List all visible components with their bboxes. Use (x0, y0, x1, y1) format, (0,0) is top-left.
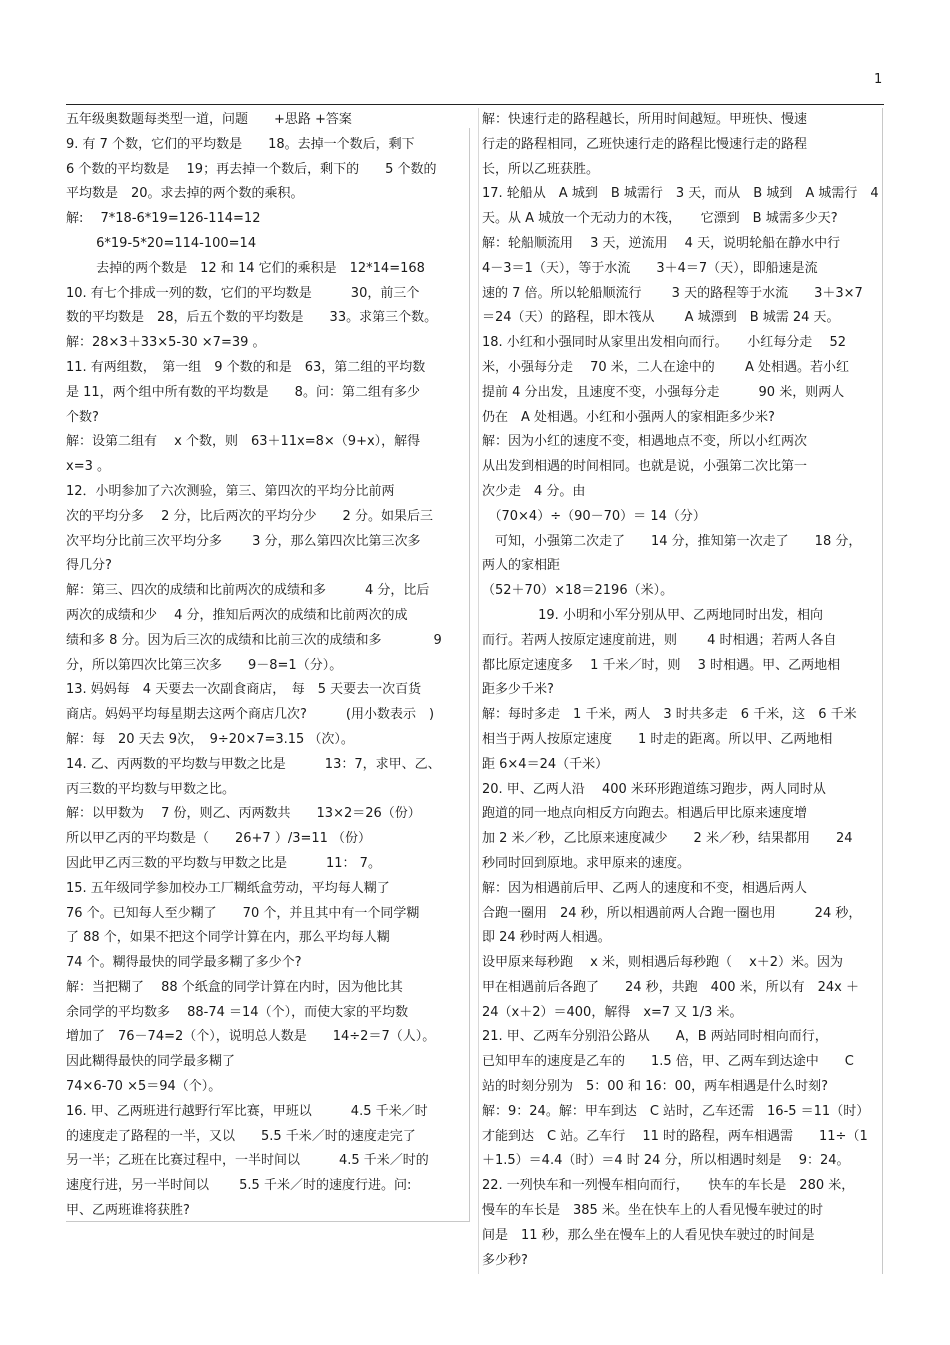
text-line: 合跑一圈用 24 秒，所以相遇前两人合跑一圈也用 24 秒， (482, 905, 862, 921)
text-line: 平均数是 20。求去掉的两个数的乘积。 (66, 186, 304, 202)
right-box-border (882, 108, 883, 1274)
text-line: 因此甲乙丙三数的平均数与甲数之比是 11： 7。 (66, 855, 381, 871)
text-line: 解：轮船顺流用 3 天，逆流用 4 天，说明轮船在静水中行 (482, 235, 841, 251)
text-line: 13. 妈妈每 4 天要去一次副食商店， 每 5 天要去一次百货 (66, 682, 422, 698)
text-line: （70×4）÷（90－70）＝ 14（分） (482, 508, 706, 524)
text-line: 五年级奥数题每类型一道，问题 +思路 +答案 (66, 112, 352, 127)
text-line: 次的平均分多 2 分，比后两次的平均分少 2 分。如果后三 (66, 508, 433, 524)
page-number: 1 (874, 72, 883, 87)
text-line: 速度行进，另一半时间以 5.5 千米／时的速度行进。问: (66, 1178, 412, 1194)
text-line: 6 个数的平均数是 19；再去掉一个数后，剩下的 5 个数的 (66, 161, 437, 177)
text-line: 甲在相遇前后各跑了 24 秒，共跑 400 米，所以有 24x ＋ (482, 979, 859, 995)
text-line: 仍在 A 处相遇。小红和小强两人的家相距多少米? (482, 409, 775, 425)
text-line: 慢车的车长是 385 米。坐在快车上的人看见慢车驶过的时 (482, 1203, 823, 1219)
column-divider (478, 108, 479, 1274)
text-line: 即 24 秒时两人相遇。 (482, 930, 611, 946)
text-line: 解：因为小红的速度不变，相遇地点不变，所以小红两次 (482, 434, 808, 450)
text-line: 从出发到相遇的时间相同。也就是说，小强第二次比第一 (482, 459, 808, 475)
text-line: 12．小明参加了六次测验，第三、第四次的平均分比前两 (66, 483, 395, 499)
text-line: 解：以甲数为 7 份，则乙、丙两数共 13×2＝26（份） (66, 806, 421, 822)
text-line: 74 个。糊得最快的同学最多糊了多少个? (66, 955, 302, 971)
text-line: 解：每时多走 1 千米，两人 3 时共多走 6 千米，这 6 千米 (482, 707, 857, 723)
text-line: 丙三数的平均数与甲数之比。 (66, 781, 236, 797)
text-line: 间是 11 秒，那么坐在慢车上的人看见快车驶过的时间是 (482, 1227, 815, 1243)
text-line: 16. 甲、乙两班进行越野行军比赛，甲班以 4.5 千米／时 (66, 1103, 428, 1119)
right-column (482, 108, 882, 1273)
text-line: 的速度走了路程的一半，又以 5.5 千米／时的速度走完了 (66, 1128, 416, 1144)
text-line: 20. 甲、乙两人沿 400 米环形跑道练习跑步，两人同时从 (482, 781, 826, 797)
text-line: 14. 乙、丙两数的平均数与甲数之比是 13：7，求甲、乙、 (66, 756, 441, 772)
text-line: 所以甲乙丙的平均数是（ 26+7 ）/3=11 （份） (66, 831, 372, 847)
text-line: 距 6×4＝24（千米） (482, 756, 609, 772)
text-line: 站的时刻分别为 5：00 和 16：00，两车相遇是什么时刻? (482, 1079, 829, 1095)
text-line: 10. 有七个排成一列的数，它们的平均数是 30，前三个 (66, 285, 420, 301)
text-line: 解：每 20 天去 9次， 9÷20×7=3.15 （次）。 (66, 731, 354, 747)
text-line: 22. 一列快车和一列慢车相向而行， 快车的车长是 280 米， (482, 1178, 855, 1194)
text-line: 76 个。已知每人至少糊了 70 个，并且其中有一个同学糊 (66, 905, 420, 921)
text-line: 秒同时回到原地。求甲原来的速度。 (482, 855, 691, 871)
text-line: 距多少千米? (482, 682, 554, 698)
text-line: 6*19-5*20=114-100=14 (66, 235, 257, 251)
text-line: 24（x＋2）＝400，解得 x=7 又 1/3 米。 (482, 1004, 743, 1020)
text-line: 解：当把糊了 88 个纸盒的同学计算在内时，因为他比其 (66, 979, 403, 995)
text-line: x=3 。 (66, 459, 110, 475)
text-line: 17. 轮船从 A 城到 B 城需行 3 天，而从 B 城到 A 城需行 4 (482, 186, 879, 202)
text-line: 15. 五年级同学参加校办工厂糊纸盒劳动，平均每人糊了 (66, 880, 390, 896)
text-line: 解：设第二组有 x 个数，则 63＋11x=8×（9+x），解得 (66, 434, 421, 450)
text-line: 因此糊得最快的同学最多糊了 (66, 1054, 236, 1070)
text-line: 商店。妈妈平均每星期去这两个商店几次? (用小数表示 ) (66, 707, 435, 723)
left-column (66, 108, 470, 1224)
text-line: ＋1.5）＝4.4（时）＝4 时 24 分，所以相遇时刻是 9：24。 (482, 1153, 850, 1169)
text-line: 两次的成绩和少 4 分，推知后两次的成绩和比前两次的成 (66, 607, 408, 623)
text-line: 去掉的两个数是 12 和 14 它们的乘积是 12*14=168 (66, 260, 425, 276)
text-line: 解：快速行走的路程越长，所用时间越短。甲班快、慢速 (482, 112, 808, 127)
text-line: 19. 小明和小军分别从甲、乙两地同时出发，相向 (482, 607, 823, 623)
text-line: 而行。若两人按原定速度前进，则 4 时相遇；若两人各自 (482, 632, 837, 648)
text-line: 21. 甲、乙两车分别沿公路从 A，B 两站同时相向而行， (482, 1029, 828, 1045)
text-line: 可知，小强第二次走了 14 分，推知第一次走了 18 分， (482, 533, 862, 549)
text-line: ＝24（天）的路程，即木筏从 A 城漂到 B 城需 24 天。 (482, 310, 840, 326)
text-line: 甲、乙两班谁将获胜? (66, 1203, 190, 1219)
text-line: 两人的家相距 (482, 558, 561, 574)
text-line: 已知甲车的速度是乙车的 1.5 倍，甲、乙两车到达途中 C (482, 1054, 854, 1070)
text-line: 绩和多 8 分。因为后三次的成绩和比前三次的成绩和多 9 (66, 632, 442, 648)
text-line: 11. 有两组数， 第一组 9 个数的和是 63，第二组的平均数 (66, 359, 426, 375)
text-line: 米，小强每分走 70 米，二人在途中的 A 处相遇。若小红 (482, 359, 849, 375)
text-line: 速的 7 倍。所以轮船顺流行 3 天的路程等于水流 3＋3×7 (482, 285, 863, 301)
text-line: 次少走 4 分。由 (482, 483, 586, 499)
text-line: 行走的路程相同，乙班快速行走的路程比慢速行走的路程 (482, 136, 808, 152)
text-line: 解：第三、四次的成绩和比前两次的成绩和多 4 分，比后 (66, 583, 430, 599)
text-line: 都比原定速度多 1 千米／时，则 3 时相遇。甲、乙两地相 (482, 657, 841, 673)
text-line: 得几分? (66, 558, 112, 574)
text-line: 相当于两人按原定速度 1 时走的距离。所以甲、乙两地相 (482, 731, 833, 747)
text-line: 分，所以第四次比第三次多 9－8=1（分）。 (66, 657, 343, 673)
text-line: 余同学的平均数多 88-74 ＝14（个），而使大家的平均数 (66, 1004, 409, 1020)
text-line: 解: 7*18-6*19=126-114=12 (66, 211, 261, 227)
text-line: 了 88 个，如果不把这个同学计算在内，那么平均每人糊 (66, 930, 390, 946)
text-line: 提前 4 分出发，且速度不变，小强每分走 90 米，则两人 (482, 384, 845, 400)
text-line: 设甲原来每秒跑 x 米，则相遇后每秒跑（ x＋2）米。因为 (482, 955, 844, 971)
text-line: 天。从 A 城放一个无动力的木筏， 它漂到 B 城需多少天? (482, 211, 838, 227)
text-line: （52＋70）×18＝2196（米）。 (482, 583, 674, 599)
text-line: 才能到达 C 站。乙车行 11 时的路程，两车相遇需 11÷（1 (482, 1128, 868, 1144)
text-line: 跑道的同一地点向相反方向跑去。相遇后甲比原来速度增 (482, 806, 808, 822)
header-rule (66, 104, 884, 105)
text-line: 4－3＝1（天），等于水流 3＋4＝7（天），即船速是流 (482, 260, 818, 276)
text-line: 另一半；乙班在比赛过程中，一半时间以 4.5 千米／时的 (66, 1153, 429, 1169)
text-line: 长，所以乙班获胜。 (482, 161, 600, 177)
text-line: 9. 有 7 个数，它们的平均数是 18。去掉一个数后，剩下 (66, 136, 415, 152)
text-line: 解：9：24。解：甲车到达 C 站时，乙车还需 16-5 ＝11（时） (482, 1103, 870, 1119)
text-line: 解：因为相遇前后甲、乙两人的速度和不变，相遇后两人 (482, 880, 808, 896)
text-line: 解：28×3＋33×5-30 ×7=39 。 (66, 335, 266, 351)
text-line: 数的平均数是 28，后五个数的平均数是 33。求第三个数。 (66, 310, 438, 326)
text-line: 加 2 米／秒，乙比原来速度减少 2 米／秒，结果都用 24 (482, 831, 853, 847)
text-line: 74×6-70 ×5＝94（个）。 (66, 1079, 222, 1095)
text-line: 是 11，两个组中所有数的平均数是 8。问：第二组有多少 (66, 384, 420, 400)
text-line: 个数? (66, 409, 99, 425)
text-line: 次平均分比前三次平均分多 3 分，那么第四次比第三次多 (66, 533, 421, 549)
text-line: 增加了 76－74=2（个），说明总人数是 14÷2＝7（人）。 (66, 1029, 436, 1045)
text-line: 多少秒? (482, 1252, 528, 1268)
text-line: 18. 小红和小强同时从家里出发相向而行。 小红每分走 52 (482, 335, 846, 351)
